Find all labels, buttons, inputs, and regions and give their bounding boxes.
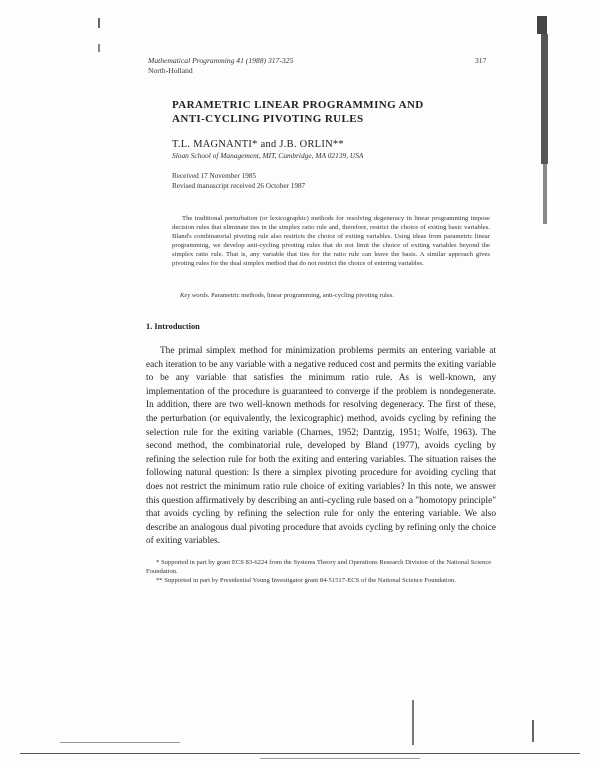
scan-tick bbox=[98, 18, 100, 28]
scan-edge-mark bbox=[541, 34, 548, 164]
scan-bottom-line bbox=[20, 753, 580, 754]
page-number: 317 bbox=[475, 56, 487, 65]
received-date: Received 17 November 1985 bbox=[172, 172, 257, 180]
title-line-1: PARAMETRIC LINEAR PROGRAMMING AND bbox=[172, 99, 424, 111]
keywords-text: Parametric methods, linear programming, anti-cycling pivoting rules. bbox=[211, 292, 395, 299]
keywords-label: Key words. bbox=[180, 292, 210, 299]
footnote-2: ** Supported in part by Presidential Young Investigator grant 84-51517-ECS of the National Science Foundation. bbox=[156, 577, 456, 584]
intro-paragraph: The primal simplex method for minimization problems permits an entering variable at each iteration to be any variable with a negative reduced cost and permits the exiting variable to be any variable that satisfies the minimum ratio rule. As is well-known, any implementation of the procedure is guaranteed to converge if the problem is nondegenerate. In addition, there are two well-known methods for resolving degeneracy. The first of these, the perturbation (or equivalently, the lexicographic) method, avoids cycling by refining the selection rule for the exiting variable (Charnes, 1952; Dantzig, 1951; Wolfe, 1963). The second method, the combinatorial rule, developed by Bland (1977), avoids cycling by refining the selection rule for both the exiting and entering variables. The situation raises the following natural question: Is there a simplex pivoting procedure for avoiding cycling that does not restrict the minimum ratio rule choice of exiting variables? In this note, we answer this question affirmatively by describing an anti-cycling rule based on a "homotopy principle" that avoids cycling by refining the selection rule for only the entering variable. We also describe an analogous dual pivoting procedure that avoids cycling by refining only the choice of exiting variables. bbox=[146, 346, 496, 547]
publisher: North-Holland bbox=[148, 66, 193, 75]
scan-tick bbox=[412, 700, 414, 745]
keywords bbox=[180, 291, 492, 300]
scan-tick bbox=[98, 44, 100, 52]
scan-bottom-line bbox=[260, 758, 420, 759]
dates bbox=[172, 172, 492, 191]
authors: T.L. MAGNANTI* and J.B. ORLIN** bbox=[172, 139, 344, 150]
scan-bottom-line bbox=[60, 742, 180, 743]
title-line-2: ANTI-CYCLING PIVOTING RULES bbox=[172, 113, 364, 125]
journal-citation: Mathematical Programming 41 (1988) 317-325 bbox=[148, 56, 294, 65]
section-heading: 1. Introduction bbox=[146, 322, 200, 331]
revised-date: Revised manuscript received 26 October 1987 bbox=[172, 181, 306, 190]
abstract: The traditional perturbation (or lexicographic) methods for resolving degeneracy in linear programming impose decision rules that eliminate ties in the simplex ratio rule and, therefore, restrict the choice of exiting basic variables. Bland's combinatorial pivoting rule also restricts the choice of exiting variables. Using ideas from parametric linear programming, we develop anti-cycling pivoting rules that do not limit the choice of exiting variables beyond the simplex ratio rule. That is, any variable that ties for the ratio rule can leave the basis. A similar approach gives pivoting rules for the dual simplex method that do not restrict the choice of entering variables. bbox=[172, 215, 490, 268]
affiliation: Sloan School of Management, MIT, Cambridge, MA 02139, USA bbox=[172, 151, 364, 160]
scan-tick bbox=[532, 720, 534, 742]
scan-edge-mark bbox=[537, 16, 547, 34]
footnote-1: * Supported in part by grant ECS 83-6224 from the Systems Theory and Operations Research Division of the National Science Foundation. bbox=[146, 559, 492, 575]
paper-title bbox=[172, 98, 424, 126]
scan-edge-mark bbox=[543, 164, 547, 224]
